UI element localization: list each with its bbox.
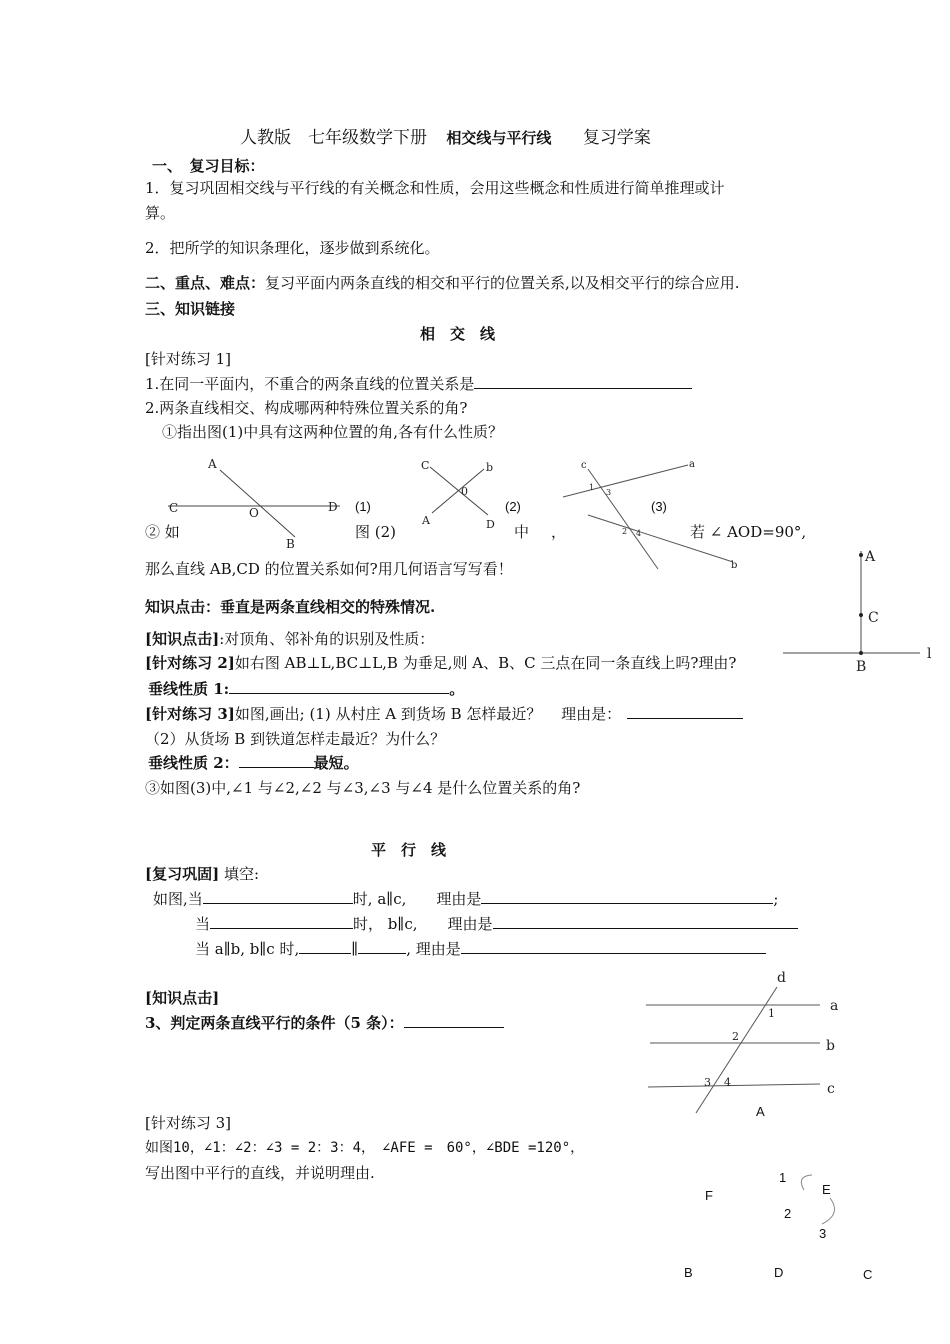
figure-1 <box>165 455 355 555</box>
fig1-line-ab <box>220 470 295 537</box>
title-part-c: 复习学案 <box>582 128 651 148</box>
section1-item1: 1．复习巩固相交线与平行线的有关概念和性质，会用这些概念和性质进行简单推理或计 <box>145 179 725 197</box>
question2-part2-e: 若 ∠ AOD=90°, <box>690 523 807 541</box>
fill-line-1-d: ; <box>773 890 779 908</box>
fig3-num2: 2 <box>622 527 628 536</box>
figabc-label-b: B <box>856 659 867 675</box>
fig10-num1: 1 <box>779 1170 787 1185</box>
section1-item2: 2．把所学的知识条理化，逐步做到系统化。 <box>145 239 440 257</box>
figpar-num2: 2 <box>732 1030 739 1043</box>
figabc-label-a: A <box>865 549 876 565</box>
figabc-label-c: C <box>868 610 879 626</box>
section2-heading: 二、重点、难点： <box>145 274 266 292</box>
question1-text: 1.在同一平面内，不重合的两条直线的位置关系是 <box>145 375 475 393</box>
practice2-heading: [针对练习 2] <box>145 654 235 672</box>
figpar-num4: 4 <box>724 1076 731 1089</box>
figabc-point-c <box>859 613 863 617</box>
perpendicular-property-1 <box>148 679 464 699</box>
fig2-label-b: b <box>486 461 494 474</box>
parallel-practice-line2: 写出图中平行的直线，并说明理由. <box>145 1164 375 1182</box>
practice3-question2: （2）从货场 B 到铁道怎样走最近？为什么？ <box>145 730 446 748</box>
figpar-num1: 1 <box>768 1007 775 1020</box>
fig1-label-a: A <box>208 457 217 471</box>
practice3-blank <box>627 704 743 719</box>
fig1-label-b: B <box>286 537 295 551</box>
fill-line-1-blank-2[interactable] <box>481 889 773 904</box>
practice3-text: 如图,画出; (1) 从村庄 A 到货场 B 怎样最近？ 理由是： <box>234 705 622 723</box>
question2-part2-line2: 那么直线 AB,CD 的位置关系如何?用几何语言写写看！ <box>145 560 513 578</box>
fill-line-2-a: 当 <box>195 915 211 933</box>
practice2 <box>145 653 736 673</box>
practice2-text: 如右图 AB⊥L,BC⊥L,B 为垂足,则 A、B、C 三点在同一条直线上吗?理由? <box>234 654 737 672</box>
fill-line-2-blank-1[interactable] <box>210 914 353 929</box>
question2-part2-d: ， <box>551 523 567 541</box>
fig1-caption: (1) <box>355 499 371 514</box>
figabc-label-l: l <box>927 646 932 662</box>
fig3-num3: 3 <box>606 488 612 497</box>
fig2-label-d: D <box>486 518 495 531</box>
property2-label: 垂线性质 2： <box>148 754 239 772</box>
figabc-point-b <box>859 651 863 655</box>
practice3-heading: [针对练习 3] <box>145 705 235 723</box>
fig10-label-b: B <box>684 1265 693 1280</box>
practice1-heading: [针对练习 1] <box>145 350 232 368</box>
tip-perpendicular: 知识点击：垂直是两条直线相交的特殊情况. <box>145 598 436 616</box>
question1 <box>145 374 692 394</box>
fig1-label-c: C <box>169 501 179 515</box>
figabc-point-a <box>859 553 863 557</box>
figure-abc-perpendicular <box>780 535 950 675</box>
fig2-caption: (2) <box>505 499 521 514</box>
fig10-label-d: D <box>774 1265 784 1280</box>
title-part-a: 人教版 七年级数学下册 <box>240 128 427 148</box>
section3-heading: 三、知识链接 <box>145 300 236 318</box>
fig3-line-c <box>588 469 658 569</box>
page-title <box>240 128 651 149</box>
fill-line-3-a: 当 a∥b, b∥c 时, <box>195 940 300 958</box>
parallel-practice-line1: 如图10，∠1：∠2：∠3 = 2：3：4， ∠AFE = 60°，∠BDE =120°， <box>145 1140 585 1156</box>
tip-angles <box>145 629 434 649</box>
fig3-num1: 1 <box>589 483 595 492</box>
tip-angles-text: :对顶角、邻补角的识别及性质： <box>219 630 435 648</box>
fig3-caption: (3) <box>651 499 667 514</box>
fig10-label-c: C <box>863 1267 873 1282</box>
fig1-label-o: O <box>249 506 259 520</box>
fill-line-3-blank-3[interactable] <box>461 939 766 954</box>
figpar-label-point-a: A <box>756 1104 765 1119</box>
question1-blank <box>474 374 692 389</box>
fig3-num4: 4 <box>636 529 642 538</box>
question2-part2-b: 图 (2) <box>355 523 397 541</box>
parallel-conditions-text: 3、判定两条直线平行的条件（5 条）： <box>145 1014 404 1032</box>
perpendicular-property-2 <box>148 753 359 773</box>
subheading-intersect: 相 交 线 <box>420 325 496 343</box>
property1-end: 。 <box>449 680 465 698</box>
fill-line-2-b: 时， b∥c, <box>353 915 418 933</box>
fill-line-3 <box>195 939 766 959</box>
fill-line-3-c: , 理由是 <box>406 940 461 958</box>
fill-line-1-blank-1[interactable] <box>203 889 353 904</box>
fill-line-3-b: ∥ <box>351 940 359 958</box>
section2-text: 复习平面内两条直线的相交和平行的位置关系,以及相交平行的综合应用. <box>265 274 740 292</box>
question3: ③如图(3)中,∠1 与∠2,∠2 与∠3,∠3 与∠4 是什么位置关系的角? <box>145 779 581 797</box>
parallel-conditions-question <box>145 1013 504 1033</box>
fill-line-2 <box>195 914 798 934</box>
fill-line-1-c: 理由是 <box>436 890 482 908</box>
question2-part2-c: 中 <box>514 523 530 541</box>
subheading-parallel: 平 行 线 <box>371 841 447 859</box>
fill-line-1 <box>153 889 778 909</box>
property2-end: 最短。 <box>313 754 359 772</box>
fig10-label-e: E <box>822 1182 831 1197</box>
property1-blank <box>229 679 449 694</box>
fig3-label-c: c <box>581 460 587 471</box>
fig10-num3: 3 <box>819 1226 827 1241</box>
parallel-practice-heading: [针对练习 3] <box>145 1114 232 1132</box>
fill-line-3-blank-2[interactable] <box>358 939 406 954</box>
tip-angles-heading: [知识点击] <box>145 630 220 648</box>
question2: 2.两条直线相交、构成哪两种特殊位置关系的角? <box>145 399 468 417</box>
parallel-conditions-blank[interactable] <box>404 1013 504 1028</box>
fig1-label-d: D <box>328 500 338 514</box>
figpar-num3: 3 <box>704 1076 711 1089</box>
fig2-label-c: C <box>421 459 430 472</box>
fig2-label-a: A <box>422 514 430 527</box>
fig10-arc-marks <box>790 1172 850 1242</box>
figpar-line-c <box>648 1084 820 1087</box>
fill-line-2-blank-2[interactable] <box>493 914 798 929</box>
fig10-arc-1 <box>801 1175 812 1190</box>
section1-heading: 一、 复习目标： <box>152 157 265 175</box>
question2-part1: ①指出图(1)中具有这两种位置的角,各有什么性质？ <box>162 423 504 441</box>
figpar-label-c: c <box>827 1081 835 1097</box>
figpar-line-d <box>696 987 777 1113</box>
figure-parallel-lines <box>640 965 850 1125</box>
fig10-label-f: F <box>705 1188 713 1203</box>
fig2-label-o: 0 <box>461 485 468 498</box>
title-part-b: 相交线与平行线 <box>446 130 552 147</box>
practice3 <box>145 704 743 724</box>
fill-line-1-b: 时, a∥c, <box>352 890 407 908</box>
section1-item1-cont: 算。 <box>145 204 176 222</box>
fig10-num2: 2 <box>784 1206 792 1221</box>
property2-blank <box>239 753 314 768</box>
review <box>145 864 259 884</box>
fig10-arc-2 <box>822 1198 835 1224</box>
figpar-label-a: a <box>830 998 839 1014</box>
fill-line-1-a: 如图,当 <box>153 890 203 908</box>
section2 <box>145 273 740 293</box>
figpar-label-d: d <box>777 970 786 986</box>
property1-label: 垂线性质 1: <box>148 680 230 698</box>
figure-2 <box>418 455 508 535</box>
fill-line-2-c: 理由是 <box>447 915 493 933</box>
review-text: 填空: <box>219 865 260 883</box>
fig3-label-b: b <box>731 560 738 571</box>
fill-line-3-blank-1[interactable] <box>299 939 351 954</box>
fig3-label-a: a <box>689 459 695 470</box>
review-heading: [复习巩固] <box>145 865 220 883</box>
question2-part2-a: ② 如 <box>145 523 180 541</box>
tip-parallel-heading: [知识点击] <box>145 989 220 1007</box>
figpar-label-b: b <box>826 1038 835 1054</box>
